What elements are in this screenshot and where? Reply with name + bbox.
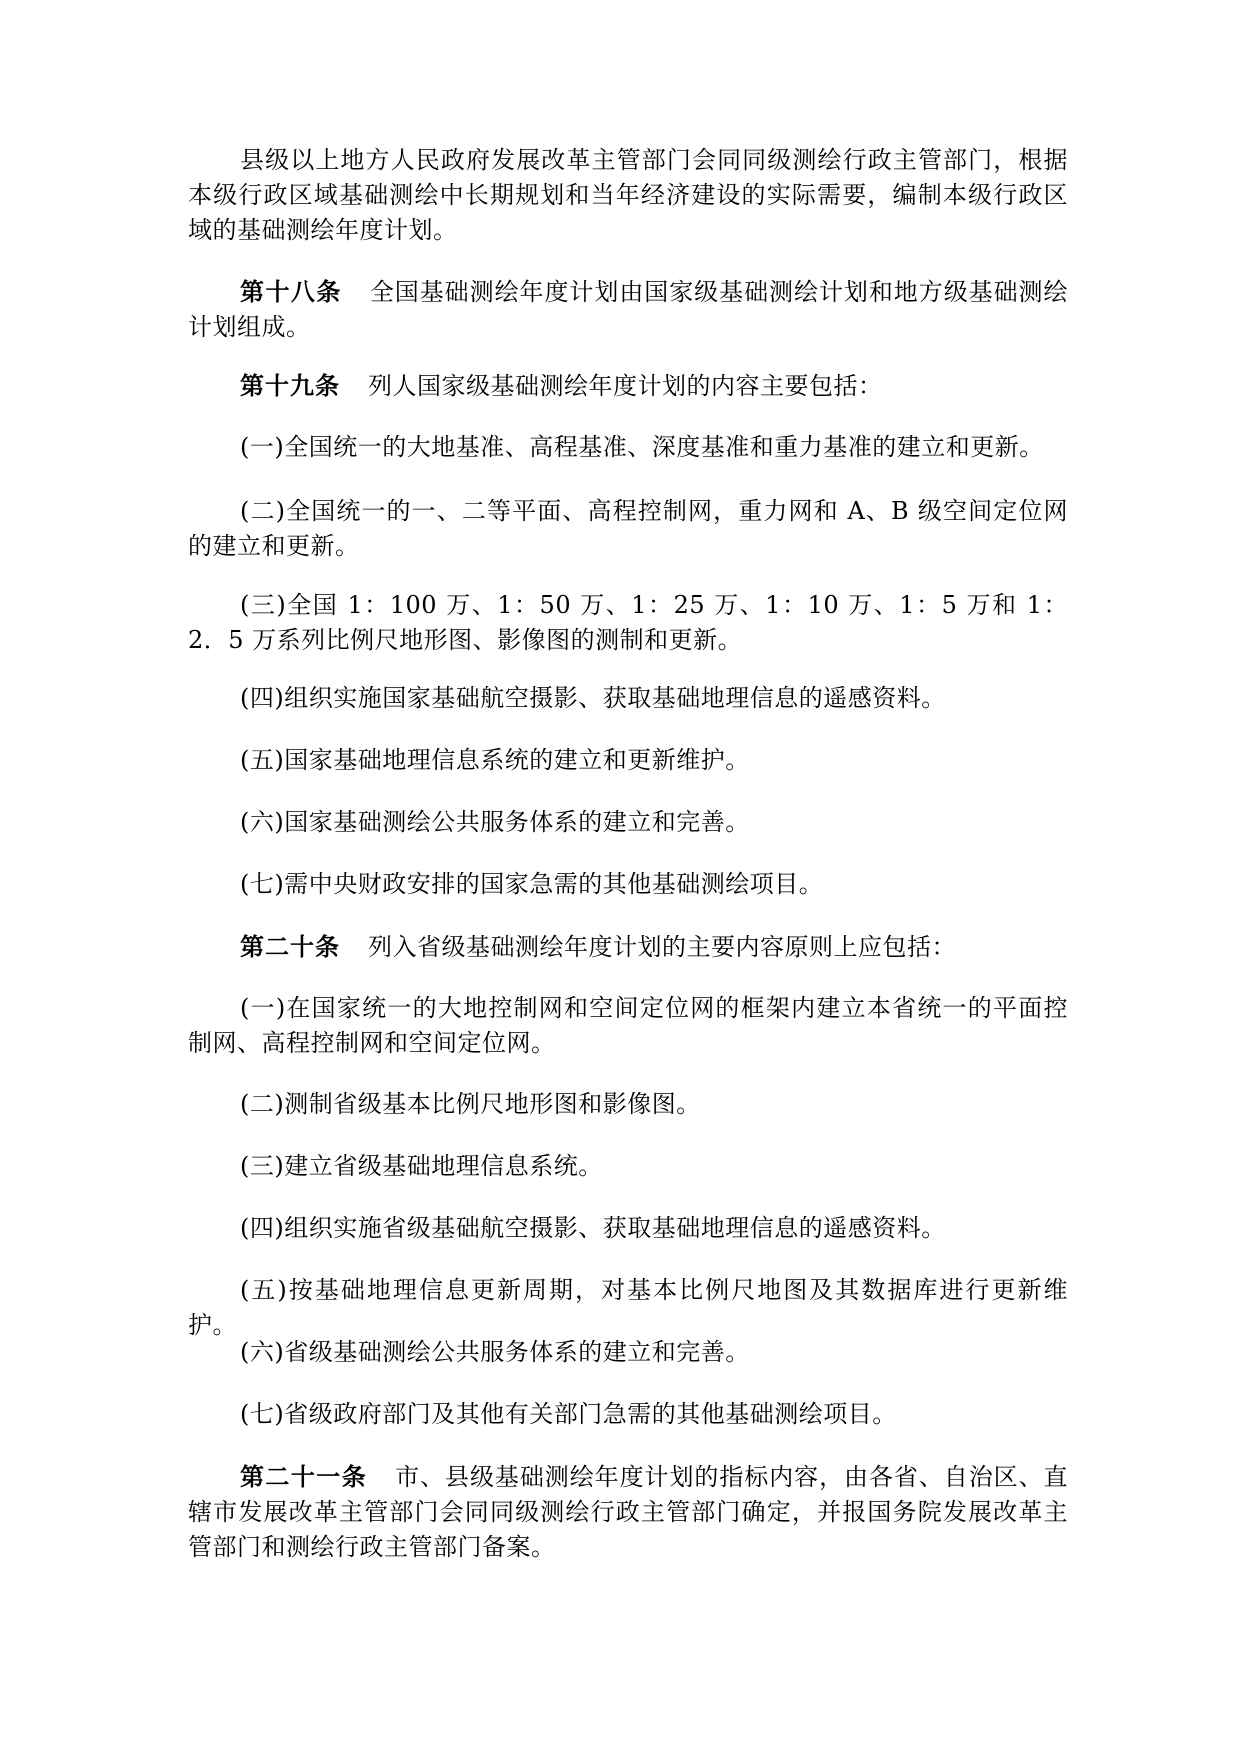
list-item-text: (一)在国家统一的大地控制网和空间定位网的框架内建立本省统一的平面控制网、高程控制网和空间定位网。 <box>188 994 1068 1057</box>
list-item-text: (六)国家基础测绘公共服务体系的建立和完善。 <box>240 808 750 836</box>
article-label: 第二十条 <box>240 932 340 961</box>
paragraph-text: 县级以上地方人民政府发展改革主管部门会同同级测绘行政主管部门，根据本级行政区域基础测绘中长期规划和当年经济建设的实际需要，编制本级行政区域的基础测绘年度计划。 <box>188 146 1068 244</box>
list-item <box>188 743 1068 778</box>
article-label: 第十九条 <box>240 371 340 400</box>
list-item <box>188 867 1068 902</box>
list-item <box>188 1211 1068 1246</box>
list-item-text: (五)国家基础地理信息系统的建立和更新维护。 <box>240 746 750 774</box>
list-item-text: (二)全国统一的一、二等平面、高程控制网，重力网和 A、B 级空间定位网的建立和更新。 <box>188 497 1068 560</box>
list-item-text: (二)测制省级基本比例尺地形图和影像图。 <box>240 1090 701 1118</box>
list-item <box>188 1273 1068 1343</box>
article-label: 第十八条 <box>240 277 342 306</box>
article-21 <box>188 1459 1068 1565</box>
list-item-text: (四)组织实施国家基础航空摄影、获取基础地理信息的遥感资料。 <box>240 684 946 712</box>
list-item <box>188 1397 1068 1432</box>
list-item-text: (三)建立省级基础地理信息系统。 <box>240 1152 603 1180</box>
list-item-text: (三)全国 1：100 万、1：50 万、1：25 万、1：10 万、1：5 万和 1：2．5 万系列比例尺地形图、影像图的测制和更新。 <box>188 591 1068 654</box>
article-text: 列人国家级基础测绘年度计划的内容主要包括： <box>368 372 883 400</box>
list-item-text: (五)按基础地理信息更新周期，对基本比例尺地图及其数据库进行更新维护。 <box>188 1276 1068 1339</box>
article-18 <box>188 274 1068 345</box>
article-19 <box>188 368 1068 404</box>
list-item-text: (一)全国统一的大地基准、高程基准、深度基准和重力基准的建立和更新。 <box>240 433 1044 461</box>
article-label: 第二十一条 <box>240 1462 368 1491</box>
article-text: 列入省级基础测绘年度计划的主要内容原则上应包括： <box>368 933 956 961</box>
article-20 <box>188 929 1068 965</box>
article-text: 全国基础测绘年度计划由国家级基础测绘计划和地方级基础测绘计划组成。 <box>188 278 1069 341</box>
list-item <box>188 991 1068 1061</box>
list-item <box>188 681 1068 716</box>
list-item <box>188 588 1068 658</box>
list-item <box>188 1149 1068 1184</box>
list-item <box>188 1335 1068 1370</box>
list-item <box>188 430 1068 465</box>
paragraph-intro <box>188 143 1068 248</box>
list-item-text: (七)需中央财政安排的国家急需的其他基础测绘项目。 <box>240 870 824 898</box>
list-item-text: (六)省级基础测绘公共服务体系的建立和完善。 <box>240 1338 750 1366</box>
article-text: 市、县级基础测绘年度计划的指标内容，由各省、自治区、直辖市发展改革主管部门会同同级测绘行政主管部门确定，并报国务院发展改革主管部门和测绘行政主管部门备案。 <box>188 1463 1069 1561</box>
list-item <box>188 1087 1068 1122</box>
list-item-text: (四)组织实施省级基础航空摄影、获取基础地理信息的遥感资料。 <box>240 1214 946 1242</box>
list-item <box>188 494 1068 564</box>
list-item <box>188 805 1068 840</box>
list-item-text: (七)省级政府部门及其他有关部门急需的其他基础测绘项目。 <box>240 1400 897 1428</box>
